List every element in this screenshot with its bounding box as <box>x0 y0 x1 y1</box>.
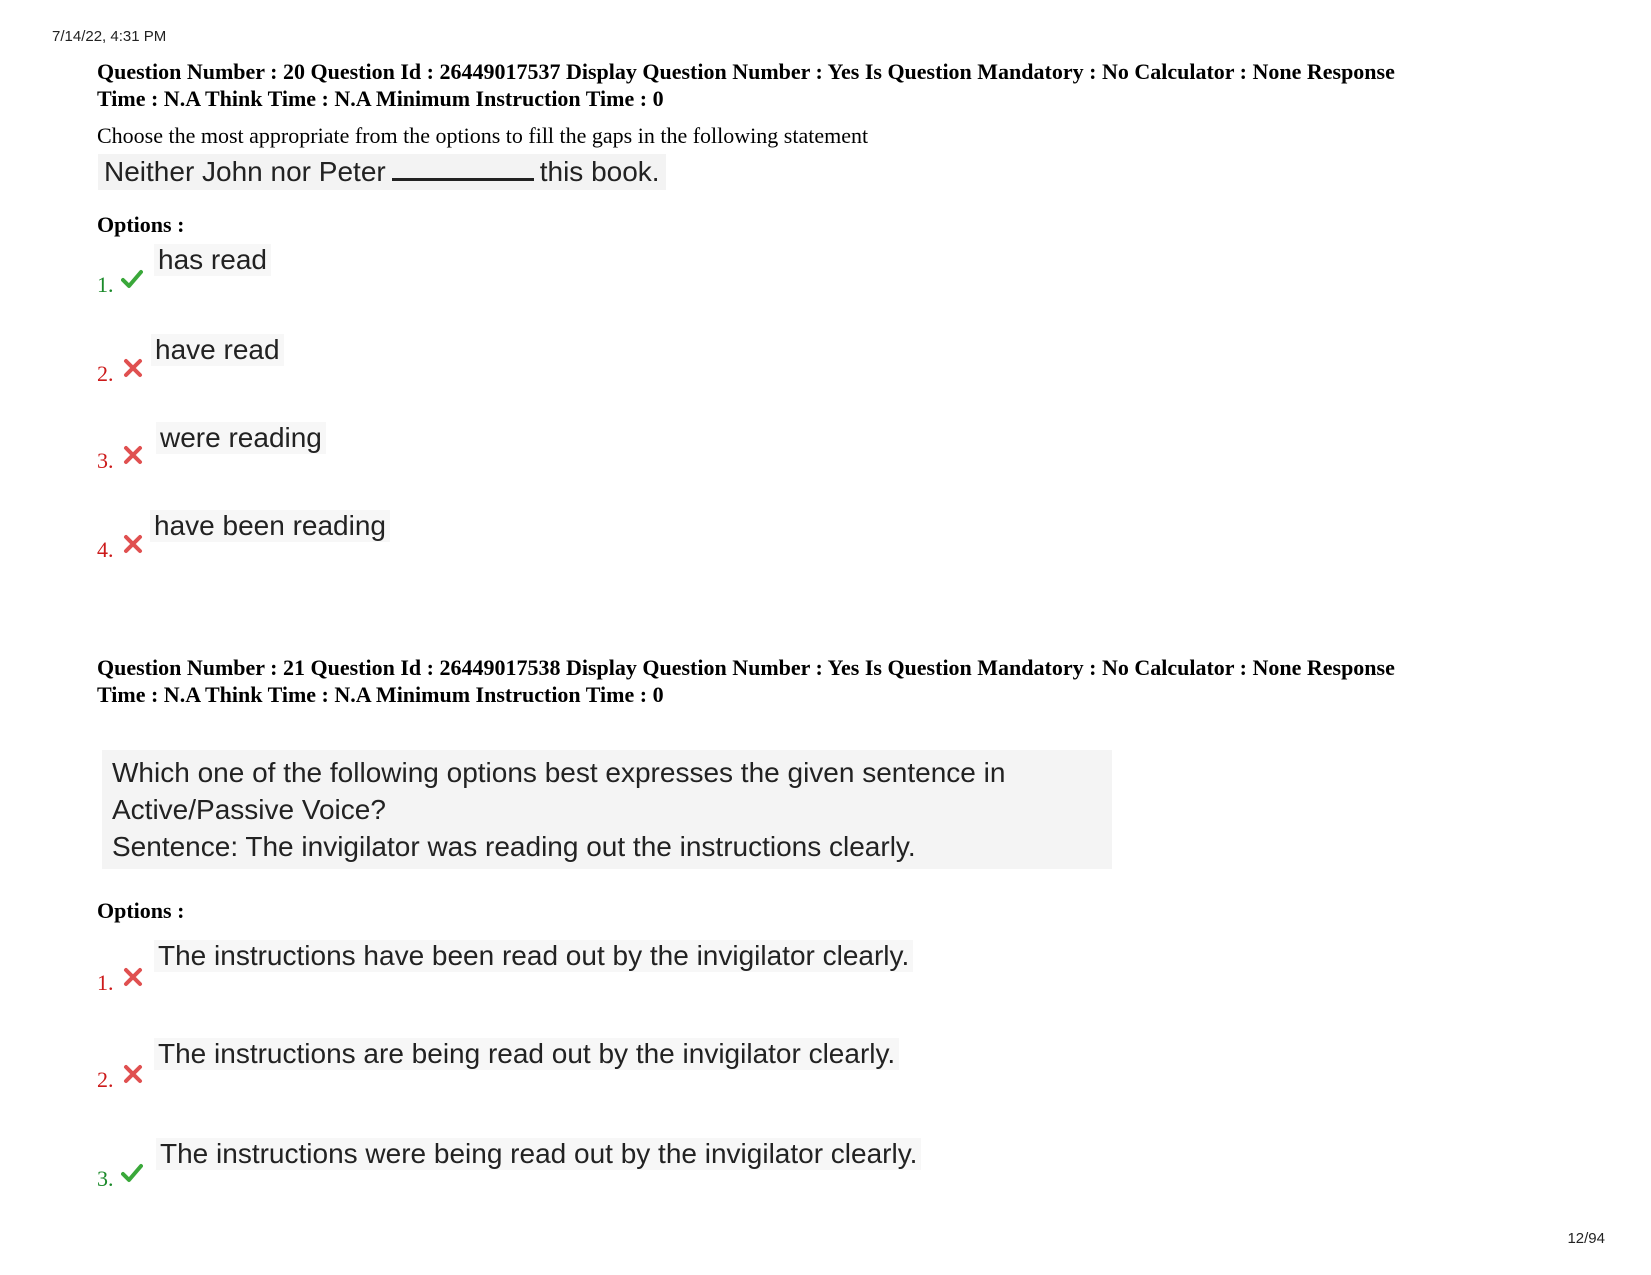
option-item <box>97 1166 114 1192</box>
option-item <box>97 970 114 996</box>
question-20-instruction: Choose the most appropriate from the options to fill the gaps in the following statement <box>97 123 869 148</box>
question-21-meta <box>97 654 1597 708</box>
question-20-meta <box>97 58 1597 112</box>
option-item <box>97 361 114 387</box>
cross-icon <box>122 966 144 988</box>
cross-icon <box>122 1063 144 1085</box>
statement-before: Neither John nor Peter <box>104 156 386 187</box>
check-icon <box>121 1162 143 1184</box>
option-number: 1. <box>97 970 114 995</box>
check-icon <box>121 268 143 290</box>
statement-after: this book. <box>539 156 660 187</box>
option-number: 2. <box>97 1067 114 1092</box>
prompt-line: Active/Passive Voice? <box>112 794 386 825</box>
option-number: 3. <box>97 448 114 473</box>
option-number: 1. <box>97 272 114 297</box>
option-text: were reading <box>156 422 326 454</box>
option-number: 2. <box>97 361 114 386</box>
option-text: has read <box>154 244 271 276</box>
page-number: 12/94 <box>1567 1230 1605 1247</box>
question-21-prompt <box>102 750 1112 869</box>
option-number: 3. <box>97 1166 114 1191</box>
option-item <box>97 448 114 474</box>
option-text: have read <box>151 334 284 366</box>
cross-icon <box>122 533 144 555</box>
options-label: Options : <box>97 212 185 237</box>
option-item <box>97 537 114 563</box>
blank-gap <box>392 156 534 181</box>
cross-icon <box>122 357 144 379</box>
question-meta-line: Time : N.A Think Time : N.A Minimum Instruction Time : 0 <box>97 86 664 111</box>
options-label: Options : <box>97 898 185 923</box>
prompt-line: Which one of the following options best expresses the given sentence in <box>112 757 1006 788</box>
question-meta-line: Question Number : 21 Question Id : 26449017538 Display Question Number : Yes Is Question Mandatory : No Calculator : None Response <box>97 655 1395 680</box>
option-text: The instructions have been read out by the invigilator clearly. <box>154 940 913 972</box>
option-text: have been reading <box>150 510 390 542</box>
option-text: The instructions were being read out by the invigilator clearly. <box>156 1138 921 1170</box>
option-item <box>97 272 114 298</box>
question-20-statement <box>98 154 666 190</box>
question-meta-line: Question Number : 20 Question Id : 26449017537 Display Question Number : Yes Is Question Mandatory : No Calculator : None Response <box>97 59 1395 84</box>
question-meta-line: Time : N.A Think Time : N.A Minimum Instruction Time : 0 <box>97 682 664 707</box>
prompt-line: Sentence: The invigilator was reading out the instructions clearly. <box>112 831 916 862</box>
option-number: 4. <box>97 537 114 562</box>
print-date: 7/14/22, 4:31 PM <box>52 28 167 45</box>
option-item <box>97 1067 114 1093</box>
option-text: The instructions are being read out by the invigilator clearly. <box>154 1038 899 1070</box>
cross-icon <box>122 444 144 466</box>
